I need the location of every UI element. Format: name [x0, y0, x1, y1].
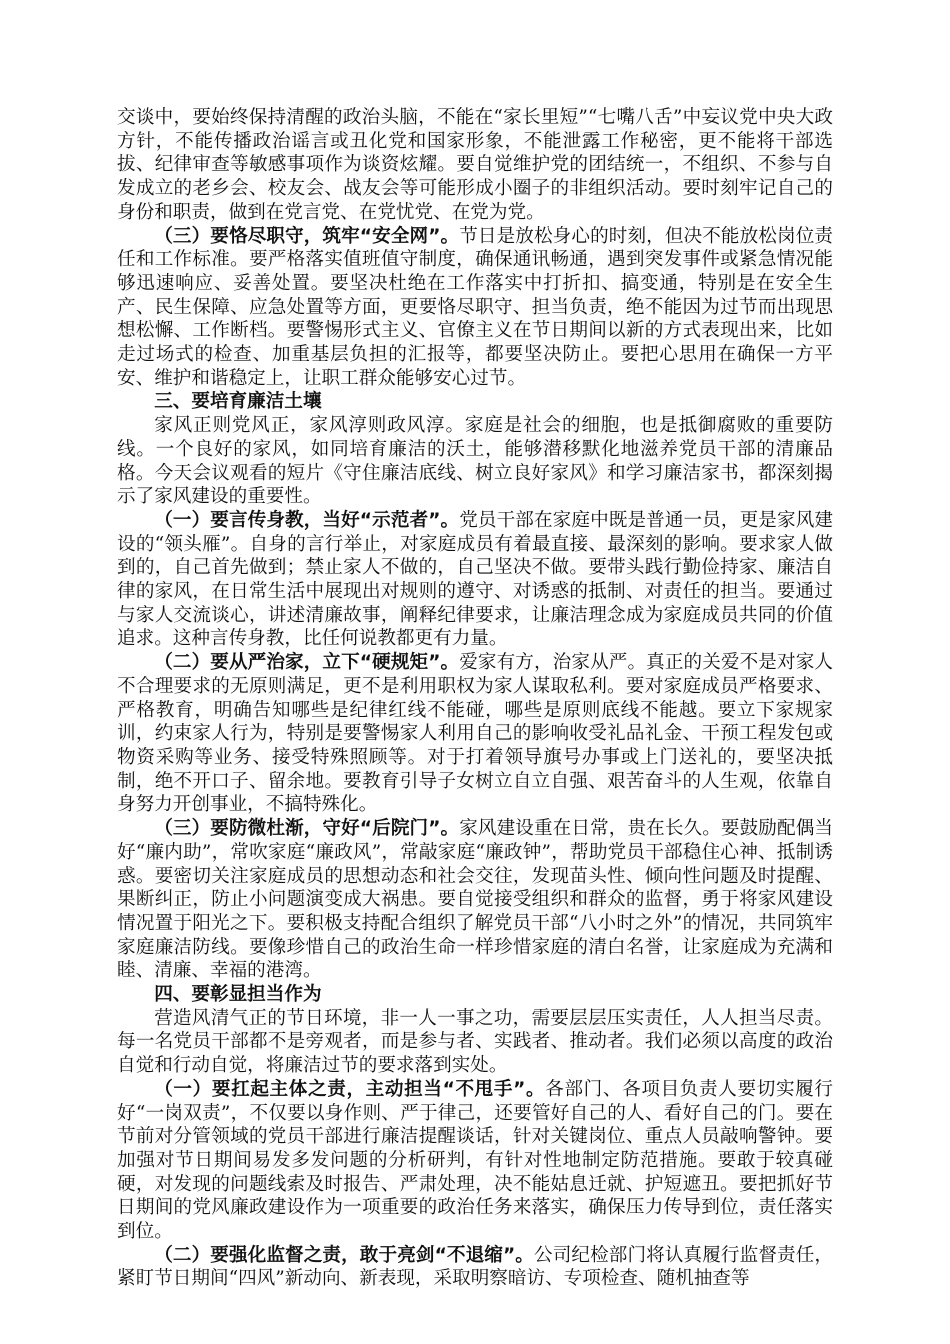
paragraph-backyard [117, 817, 833, 983]
paragraph-text: 家风建设重在日常，贵在长久。要鼓励配偶当好“廉内助”，常吹家庭“廉政风”，常敲家庭“廉政钟”，帮助党员干部稳住心神、抵制诱惑。要密切关注家庭成员的思想动态和社会交往，发现苗头性、倾向性问题及时提醒、果断纠正，防止小问题演变成大祸患。要自觉接受组织和群众的监督，勇于将家风建设情况置于阳光之下。要积极支持配合组织了解党员干部“八小时之外”的情况，共同筑牢家庭廉洁防线。要像珍惜自己的政治生命一样珍惜家庭的清白名誉，让家庭成为充满和睦、清廉、幸福的港湾。 [117, 818, 833, 982]
paragraph-text: 公司纪检部门将认真履行监督责任，紧盯节日期间“四风”新动向、新表现，采取明察暗访、专项检查、随机抽查等 [117, 1244, 833, 1290]
section-heading-three: 三、要培育廉洁土壤 [154, 391, 322, 413]
paragraph-responsibility-intro [117, 1007, 833, 1078]
paragraph-text: 家风正则党风正，家风淳则政风淳。家庭是社会的细胞，也是抵御腐败的重要防线。一个良好的家风，如同培育廉洁的沃土，能够潜移默化地滋养党员干部的清廉品格。今天会议观看的短片《守住廉洁底线、树立良好家风》和学习廉洁家书，都深刻揭示了家风建设的重要性。 [117, 415, 833, 508]
paragraph-supervision [117, 1244, 833, 1291]
paragraph-text: 爱家有方，治家从严。真正的关爱不是对家人不合理要求的无原则满足，更不是利用职权为家人谋取私利。要对家庭成员严格要求、严格教育，明确告知哪些是纪律红线不能碰，哪些是原则底线不能越。要立下家规家训，约束家人行为，特别是要警惕家人利用自己的影响收受礼品礼金、干预工程发包或物资采购等业务、接受特殊照顾等。对于打着领导旗号办事或上门送礼的，要坚决抵制，绝不开口子、留余地。要教育引导子女树立自立自强、艰苦奋斗的人生观，依靠自身努力开创事业，不搞特殊化。 [117, 652, 833, 816]
paragraph-text: 党员干部在家庭中既是普通一员，更是家风建设的“领头雁”。自身的言行举止，对家庭成员有着最直接、最深刻的影响。要求家人做到的，自己首先做到；禁止家人不做的，自己坚决不做。要带头践行勤俭持家、廉洁自律的家风，在日常生活中展现出对规则的遵守、对诱惑的抵制、对责任的担当。要通过与家人交流谈心，讲述清廉故事，阐释纪律要求，让廉洁理念成为家庭成员共同的价值追求。这种言传身教，比任何说教都更有力量。 [117, 509, 833, 650]
paragraph-main-duty [117, 1078, 833, 1244]
paragraph-lead: （三）要恪尽职守，筑牢“安全网”。 [154, 225, 460, 247]
paragraph-text: 节日是放松身心的时刻，但决不能放松岗位责任和工作标准。要严格落实值班值守制度，确保通讯畅通，遇到突发事件或紧急情况能够迅速响应、妥善处置。要坚决杜绝在工作落实中打折扣、搞变通，特别是在安全生产、民生保障、应急处置等方面，更要恪尽职守、担当负责，绝不能因为过节而出现思想松懈、工作断档。要警惕形式主义、官僚主义在节日期间以新的方式表现出来，比如走过场式的检查、加重基层负担的汇报等，都要坚决防止。要把心思用在确保一方平安、维护和谐稳定上，让职工群众能够安心过节。 [117, 225, 833, 389]
paragraph-family-intro [117, 414, 833, 509]
paragraph-duty [117, 225, 833, 391]
section-heading-four: 四、要彰显担当作为 [154, 984, 322, 1006]
paragraph-lead: （一）要扛起主体之责，主动担当“不甩手”。 [154, 1078, 546, 1100]
paragraph-text: 交谈中，要始终保持清醒的政治头脑，不能在“家长里短”“七嘴八舌”中妄议党中央大政方针，不能传播政治谣言或丑化党和国家形象，不能泄露工作秘密，更不能将干部选拔、纪律审查等敏感事项作为谈资炫耀。要自觉维护党的团结统一，不组织、不参与自发成立的老乡会、校友会、战友会等可能形成小圈子的非组织活动。要时刻牢记自己的身份和职责，做到在党言党、在党忧党、在党为党。 [117, 107, 833, 223]
paragraph-lead: （三）要防微杜渐，守好“后院门”。 [154, 818, 460, 840]
paragraph-lead: （二）要从严治家，立下“硬规矩”。 [154, 652, 460, 674]
paragraph-text: 各部门、各项目负责人要切实履行好“一岗双责”，不仅要以身作则、严于律己，还要管好自己的人、看好自己的门。要在节前对分管领域的党员干部进行廉洁提醒谈话，针对关键岗位、重点人员敲响警钟。要加强对节日期间易发多发问题的分析研判，有针对性地制定防范措施。要敢于较真碰硬，对发现的问题线索及时报告、严肃处理，决不能姑息迁就、护短遮丑。要把抓好节日期间的党风廉政建设作为一项重要的政治任务来落实，确保压力传导到位，责任落实到位。 [117, 1078, 833, 1243]
paragraph-continuation [117, 106, 833, 225]
paragraph-example [117, 509, 833, 651]
paragraph-strict-family [117, 651, 833, 817]
paragraph-lead: （二）要强化监督之责，敢于亮剑“不退缩”。 [154, 1244, 534, 1266]
paragraph-text: 营造风清气正的节日环境，非一人一事之功，需要层层压实责任，人人担当尽责。每一名党员干部都不是旁观者，而是参与者、实践者、推动者。我们必须以高度的政治自觉和行动自觉，将廉洁过节的要求落到实处。 [117, 1007, 833, 1077]
document-page [117, 106, 833, 1291]
paragraph-lead: （一）要言传身教，当好“示范者”。 [154, 509, 460, 531]
